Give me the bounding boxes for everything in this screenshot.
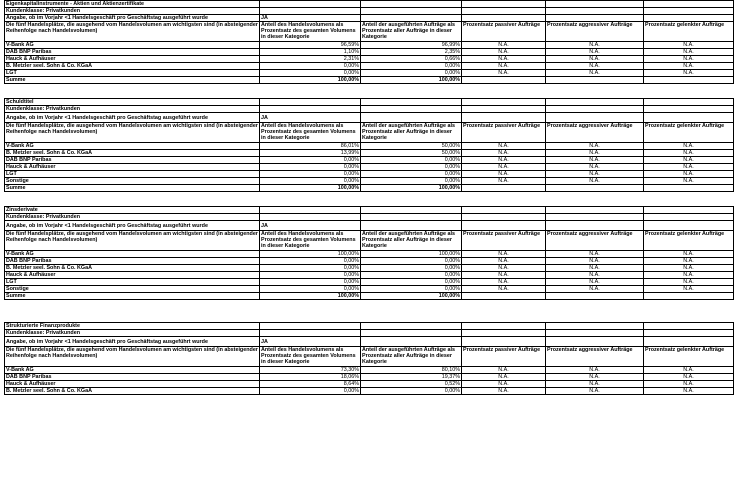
value-cell: 0,00%: [260, 388, 361, 395]
venue-name: LGT: [5, 171, 260, 178]
value-cell: 0,00%: [361, 258, 462, 265]
empty-cell: [361, 323, 462, 330]
value-cell: 96,59%: [260, 42, 361, 49]
value-cell: 50,00%: [361, 150, 462, 157]
value-cell: N.A.: [644, 381, 734, 388]
value-cell: N.A.: [644, 272, 734, 279]
empty-cell: [260, 214, 361, 221]
empty-cell: [462, 323, 546, 330]
value-cell: 19,37%: [361, 374, 462, 381]
value-cell: 0,00%: [361, 286, 462, 293]
value-cell: N.A.: [462, 251, 546, 258]
venue-name: DAB BNP Paribas: [5, 374, 260, 381]
question-answer: JA: [260, 113, 361, 123]
sum-label: Summe: [5, 77, 260, 84]
value-cell: N.A.: [644, 63, 734, 70]
value-cell: N.A.: [462, 49, 546, 56]
empty-cell: [260, 106, 361, 113]
empty-cell: [462, 330, 546, 337]
empty-cell: [361, 1, 462, 8]
table-row: [5, 150, 734, 157]
value-cell: N.A.: [546, 381, 644, 388]
value-cell: 1,10%: [260, 49, 361, 56]
table-row: [5, 258, 734, 265]
empty-cell: [546, 15, 644, 22]
venue-name: LGT: [5, 279, 260, 286]
empty-cell: [546, 77, 644, 84]
empty-cell: [462, 185, 546, 192]
value-cell: N.A.: [644, 265, 734, 272]
table-row: [5, 367, 734, 374]
value-cell: 13,99%: [260, 150, 361, 157]
value-cell: N.A.: [644, 70, 734, 77]
empty-cell: [462, 1, 546, 8]
value-cell: 0,00%: [361, 171, 462, 178]
value-cell: N.A.: [462, 171, 546, 178]
empty-cell: [260, 8, 361, 15]
value-cell: N.A.: [462, 63, 546, 70]
column-header: Prozentsatz passiver Aufträge: [462, 231, 546, 251]
column-header: Prozentsatz gelenkter Aufträge: [644, 231, 734, 251]
sum-label: Summe: [5, 185, 260, 192]
empty-cell: [644, 15, 734, 22]
table-row: [5, 265, 734, 272]
venue-name: Hauck & Aufhäuser: [5, 381, 260, 388]
empty-cell: [462, 77, 546, 84]
question-label: Angabe, ob im Vorjahr <1 Handelsgeschäft pro Geschäftstag ausgeführt wurde: [5, 221, 260, 231]
empty-cell: [462, 113, 546, 123]
empty-cell: [462, 337, 546, 347]
empty-cell: [546, 185, 644, 192]
value-cell: 2,31%: [260, 56, 361, 63]
value-cell: N.A.: [644, 150, 734, 157]
empty-cell: [462, 8, 546, 15]
value-cell: N.A.: [546, 258, 644, 265]
venue-name: V-Bank AG: [5, 42, 260, 49]
empty-cell: [361, 8, 462, 15]
empty-cell: [546, 323, 644, 330]
value-cell: 0,00%: [260, 171, 361, 178]
section-table: [4, 0, 734, 84]
value-cell: N.A.: [462, 157, 546, 164]
question-label: Angabe, ob im Vorjahr <1 Handelsgeschäft pro Geschäftstag ausgeführt wurde: [5, 15, 260, 22]
value-cell: 0,00%: [260, 164, 361, 171]
column-header: Prozentsatz aggressiver Aufträge: [546, 22, 644, 42]
value-cell: N.A.: [644, 258, 734, 265]
question-label: Angabe, ob im Vorjahr <1 Handelsgeschäft pro Geschäftstag ausgeführt wurde: [5, 113, 260, 123]
value-cell: N.A.: [462, 258, 546, 265]
column-header: Prozentsatz passiver Aufträge: [462, 123, 546, 143]
value-cell: N.A.: [462, 178, 546, 185]
value-cell: 96,99%: [361, 42, 462, 49]
column-header: Prozentsatz aggressiver Aufträge: [546, 231, 644, 251]
column-header: Prozentsatz aggressiver Aufträge: [546, 347, 644, 367]
client-class: Kundenklasse: Privatkunden: [5, 214, 260, 221]
value-cell: N.A.: [644, 143, 734, 150]
column-header: Anteil der ausgeführten Aufträge als Prozentsatz aller Aufträge in dieser Kategorie: [361, 231, 462, 251]
value-cell: 0,52%: [361, 381, 462, 388]
value-cell: N.A.: [644, 164, 734, 171]
column-header: Anteil der ausgeführten Aufträge als Prozentsatz aller Aufträge in dieser Kategorie: [361, 22, 462, 42]
value-cell: N.A.: [546, 388, 644, 395]
value-cell: N.A.: [546, 143, 644, 150]
value-cell: 0,00%: [361, 178, 462, 185]
table-row: [5, 171, 734, 178]
value-cell: 0,00%: [260, 70, 361, 77]
value-cell: N.A.: [644, 157, 734, 164]
value-cell: N.A.: [644, 251, 734, 258]
empty-cell: [260, 99, 361, 106]
column-header: Prozentsatz gelenkter Aufträge: [644, 22, 734, 42]
value-cell: N.A.: [546, 374, 644, 381]
value-cell: N.A.: [546, 251, 644, 258]
column-header: Anteil der ausgeführten Aufträge als Prozentsatz aller Aufträge in dieser Kategorie: [361, 347, 462, 367]
value-cell: N.A.: [546, 70, 644, 77]
table-row: [5, 70, 734, 77]
empty-cell: [462, 221, 546, 231]
sum-value: 100,00%: [361, 185, 462, 192]
value-cell: N.A.: [644, 367, 734, 374]
empty-cell: [644, 214, 734, 221]
empty-cell: [644, 293, 734, 300]
value-cell: 0,00%: [260, 279, 361, 286]
empty-cell: [644, 207, 734, 214]
value-cell: N.A.: [644, 279, 734, 286]
value-cell: 18,06%: [260, 374, 361, 381]
empty-cell: [546, 8, 644, 15]
value-cell: N.A.: [462, 374, 546, 381]
value-cell: N.A.: [546, 150, 644, 157]
column-header: Prozentsatz aggressiver Aufträge: [546, 123, 644, 143]
question-answer: JA: [260, 337, 361, 347]
empty-cell: [546, 106, 644, 113]
value-cell: 0,00%: [260, 178, 361, 185]
empty-cell: [361, 330, 462, 337]
table-row: [5, 279, 734, 286]
empty-cell: [260, 1, 361, 8]
empty-cell: [462, 15, 546, 22]
question-label: Angabe, ob im Vorjahr <1 Handelsgeschäft pro Geschäftstag ausgeführt wurde: [5, 337, 260, 347]
value-cell: N.A.: [462, 367, 546, 374]
value-cell: 0,00%: [361, 279, 462, 286]
table-row: [5, 381, 734, 388]
table-row: [5, 42, 734, 49]
value-cell: N.A.: [462, 150, 546, 157]
spreadsheet: [4, 0, 733, 395]
value-cell: N.A.: [546, 63, 644, 70]
empty-cell: [546, 293, 644, 300]
venue-name: B. Metzler seel. Sohn & Co. KGaA: [5, 63, 260, 70]
empty-cell: [644, 185, 734, 192]
value-cell: N.A.: [462, 388, 546, 395]
empty-cell: [644, 1, 734, 8]
value-cell: 0,00%: [361, 265, 462, 272]
value-cell: N.A.: [546, 272, 644, 279]
value-cell: 73,30%: [260, 367, 361, 374]
empty-cell: [644, 77, 734, 84]
question-answer: JA: [260, 221, 361, 231]
empty-cell: [644, 113, 734, 123]
venue-name: B. Metzler seel. Sohn & Co. KGaA: [5, 388, 260, 395]
venue-name: Sonstige: [5, 286, 260, 293]
value-cell: 0,00%: [260, 63, 361, 70]
question-answer: JA: [260, 15, 361, 22]
value-cell: N.A.: [462, 143, 546, 150]
value-cell: N.A.: [644, 286, 734, 293]
section-title: Eigenkapitalinstrumente - Aktien und Aktienzertifikate: [5, 1, 260, 8]
empty-cell: [546, 1, 644, 8]
value-cell: 0,00%: [361, 70, 462, 77]
empty-cell: [361, 99, 462, 106]
value-cell: N.A.: [644, 56, 734, 63]
value-cell: N.A.: [546, 279, 644, 286]
table-row: [5, 63, 734, 70]
value-cell: N.A.: [546, 49, 644, 56]
venue-name: V-Bank AG: [5, 367, 260, 374]
column-header: Die fünf Handelsplätze, die ausgehend vom Handelsvolumen am wichtigsten sind (in absteigender Reihenfolge nach Handelsvolumen): [5, 123, 260, 143]
value-cell: N.A.: [644, 178, 734, 185]
value-cell: 0,00%: [260, 157, 361, 164]
empty-cell: [644, 221, 734, 231]
empty-cell: [462, 214, 546, 221]
section-title: Schuldtitel: [5, 99, 260, 106]
empty-cell: [546, 113, 644, 123]
table-row: [5, 143, 734, 150]
value-cell: 0,00%: [361, 388, 462, 395]
value-cell: N.A.: [462, 42, 546, 49]
empty-cell: [260, 323, 361, 330]
empty-cell: [546, 330, 644, 337]
value-cell: 8,64%: [260, 381, 361, 388]
empty-cell: [462, 99, 546, 106]
value-cell: N.A.: [644, 388, 734, 395]
empty-cell: [361, 221, 462, 231]
empty-cell: [260, 207, 361, 214]
value-cell: N.A.: [462, 279, 546, 286]
table-row: [5, 56, 734, 63]
venue-name: B. Metzler seel. Sohn & Co. KGaA: [5, 265, 260, 272]
column-header: Die fünf Handelsplätze, die ausgehend vom Handelsvolumen am wichtigsten sind (in absteigender Reihenfolge nach Handelsvolumen): [5, 231, 260, 251]
column-header: Anteil des Handelsvolumens als Prozentsatz des gesamten Volumens in dieser Kategorie: [260, 231, 361, 251]
column-header: Anteil des Handelsvolumens als Prozentsatz des gesamten Volumens in dieser Kategorie: [260, 22, 361, 42]
value-cell: N.A.: [462, 70, 546, 77]
empty-cell: [546, 337, 644, 347]
value-cell: N.A.: [462, 265, 546, 272]
section-title: Strukturierte Finanzprodukte: [5, 323, 260, 330]
table-row: [5, 251, 734, 258]
empty-cell: [260, 330, 361, 337]
table-row: [5, 49, 734, 56]
venue-name: Hauck & Aufhäuser: [5, 56, 260, 63]
table-row: [5, 388, 734, 395]
value-cell: N.A.: [644, 49, 734, 56]
sum-value: 100,00%: [260, 293, 361, 300]
sum-value: 100,00%: [260, 185, 361, 192]
empty-cell: [546, 99, 644, 106]
empty-cell: [644, 323, 734, 330]
column-header: Prozentsatz passiver Aufträge: [462, 347, 546, 367]
column-header: Prozentsatz gelenkter Aufträge: [644, 347, 734, 367]
sum-label: Summe: [5, 293, 260, 300]
column-header: Prozentsatz passiver Aufträge: [462, 22, 546, 42]
venue-name: Sonstige: [5, 178, 260, 185]
empty-cell: [361, 15, 462, 22]
value-cell: 0,00%: [361, 63, 462, 70]
value-cell: 0,00%: [361, 272, 462, 279]
value-cell: 50,00%: [361, 143, 462, 150]
empty-cell: [361, 207, 462, 214]
value-cell: 0,00%: [260, 265, 361, 272]
empty-cell: [361, 214, 462, 221]
value-cell: N.A.: [546, 56, 644, 63]
client-class: Kundenklasse: Privatkunden: [5, 330, 260, 337]
value-cell: N.A.: [546, 157, 644, 164]
value-cell: N.A.: [546, 171, 644, 178]
section-table: [4, 206, 734, 300]
empty-cell: [462, 293, 546, 300]
value-cell: 0,00%: [361, 157, 462, 164]
empty-cell: [546, 214, 644, 221]
client-class: Kundenklasse: Privatkunden: [5, 106, 260, 113]
venue-name: V-Bank AG: [5, 143, 260, 150]
value-cell: 80,10%: [361, 367, 462, 374]
value-cell: N.A.: [546, 42, 644, 49]
empty-cell: [361, 113, 462, 123]
sum-value: 100,00%: [361, 77, 462, 84]
value-cell: 0,00%: [361, 164, 462, 171]
value-cell: N.A.: [462, 381, 546, 388]
venue-name: Hauck & Aufhäuser: [5, 272, 260, 279]
venue-name: B. Metzler seel. Sohn & Co. KGaA: [5, 150, 260, 157]
sum-value: 100,00%: [260, 77, 361, 84]
value-cell: 86,01%: [260, 143, 361, 150]
column-header: Die fünf Handelsplätze, die ausgehend vom Handelsvolumen am wichtigsten sind (in absteigender Reihenfolge nach Handelsvolumen): [5, 22, 260, 42]
venue-name: DAB BNP Paribas: [5, 258, 260, 265]
value-cell: 0,00%: [260, 258, 361, 265]
value-cell: 100,00%: [260, 251, 361, 258]
value-cell: 0,00%: [260, 272, 361, 279]
venue-name: DAB BNP Paribas: [5, 49, 260, 56]
value-cell: N.A.: [644, 42, 734, 49]
empty-cell: [644, 106, 734, 113]
table-row: [5, 286, 734, 293]
empty-cell: [644, 99, 734, 106]
column-header: Anteil der ausgeführten Aufträge als Prozentsatz aller Aufträge in dieser Kategorie: [361, 123, 462, 143]
value-cell: N.A.: [462, 56, 546, 63]
client-class: Kundenklasse: Privatkunden: [5, 8, 260, 15]
sum-value: 100,00%: [361, 293, 462, 300]
empty-cell: [361, 106, 462, 113]
column-header: Anteil des Handelsvolumens als Prozentsatz des gesamten Volumens in dieser Kategorie: [260, 123, 361, 143]
column-header: Anteil des Handelsvolumens als Prozentsatz des gesamten Volumens in dieser Kategorie: [260, 347, 361, 367]
empty-cell: [644, 337, 734, 347]
venue-name: DAB BNP Paribas: [5, 157, 260, 164]
value-cell: N.A.: [644, 171, 734, 178]
value-cell: 0,00%: [260, 286, 361, 293]
section-table: [4, 322, 734, 395]
column-header: Prozentsatz gelenkter Aufträge: [644, 123, 734, 143]
empty-cell: [644, 8, 734, 15]
table-row: [5, 157, 734, 164]
empty-cell: [462, 106, 546, 113]
value-cell: N.A.: [462, 286, 546, 293]
section-table: [4, 98, 734, 192]
table-row: [5, 178, 734, 185]
table-row: [5, 164, 734, 171]
empty-cell: [546, 207, 644, 214]
empty-cell: [546, 221, 644, 231]
value-cell: 2,35%: [361, 49, 462, 56]
value-cell: N.A.: [462, 164, 546, 171]
empty-cell: [361, 337, 462, 347]
value-cell: N.A.: [546, 178, 644, 185]
section-title: Zinsderivate: [5, 207, 260, 214]
value-cell: N.A.: [546, 265, 644, 272]
table-row: [5, 272, 734, 279]
venue-name: Hauck & Aufhäuser: [5, 164, 260, 171]
empty-cell: [644, 330, 734, 337]
value-cell: N.A.: [546, 164, 644, 171]
empty-cell: [462, 207, 546, 214]
value-cell: 100,00%: [361, 251, 462, 258]
venue-name: LGT: [5, 70, 260, 77]
venue-name: V-Bank AG: [5, 251, 260, 258]
value-cell: 0,66%: [361, 56, 462, 63]
value-cell: N.A.: [546, 367, 644, 374]
table-row: [5, 374, 734, 381]
value-cell: N.A.: [644, 374, 734, 381]
value-cell: N.A.: [462, 272, 546, 279]
value-cell: N.A.: [546, 286, 644, 293]
column-header: Die fünf Handelsplätze, die ausgehend vom Handelsvolumen am wichtigsten sind (in absteigender Reihenfolge nach Handelsvolumen): [5, 347, 260, 367]
